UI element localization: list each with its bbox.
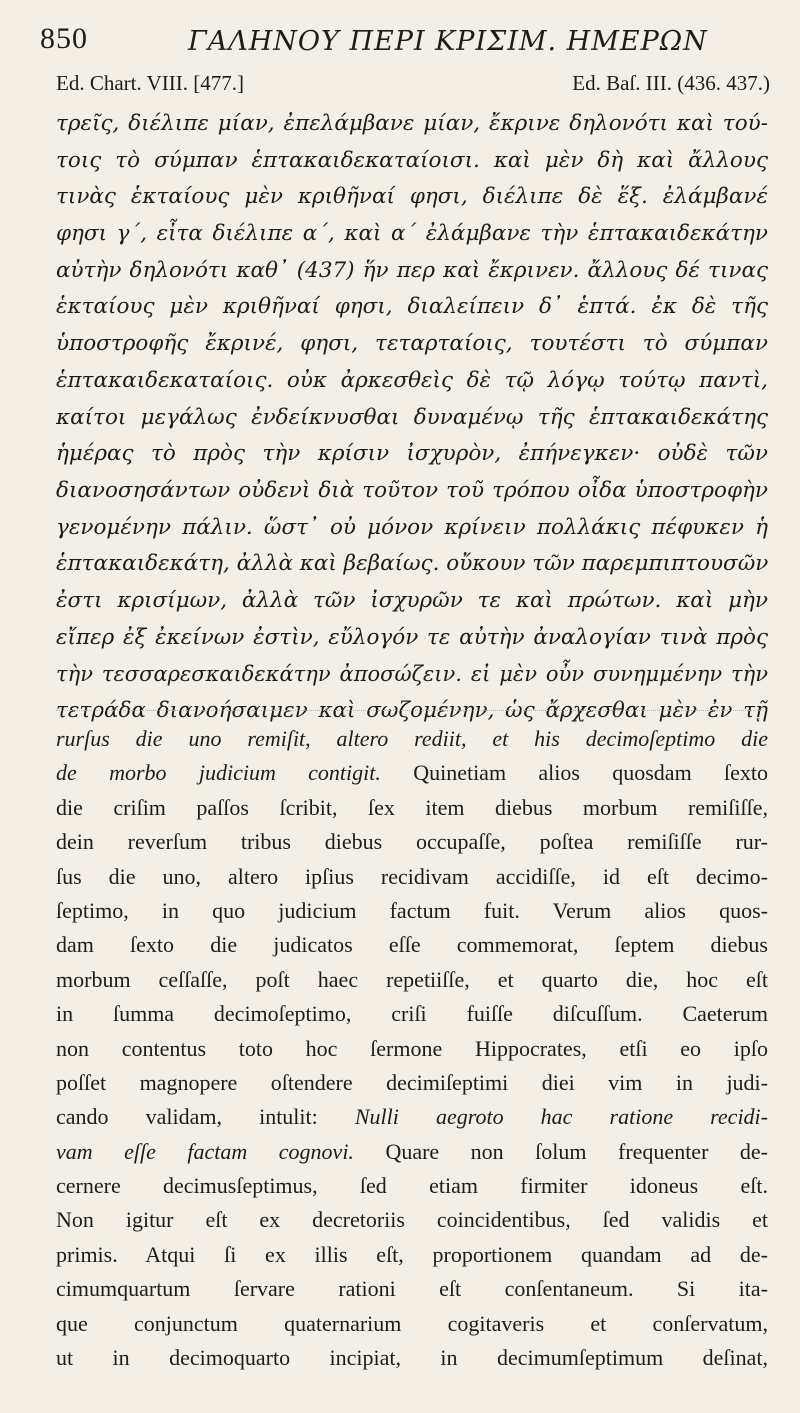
latin-text-block bbox=[56, 722, 768, 1375]
latin-text-line bbox=[56, 1135, 768, 1169]
latin-roman-segment: in ſumma decimoſeptimo, criſi fuiſſe diſcuſſum. Caeterum bbox=[56, 1001, 768, 1027]
column-divider bbox=[56, 710, 768, 712]
latin-roman-segment: ſeptimo, in quo judicium factum fuit. Verum alios quos- bbox=[56, 897, 768, 923]
latin-roman-segment: cimumquartum ſervare rationi eſt conſentaneum. Si ita- bbox=[56, 1276, 768, 1302]
latin-roman-segment: dein reverſum tribus diebus occupaſſe, poſtea remiſiſſe rur- bbox=[56, 829, 768, 855]
greek-text-block bbox=[56, 106, 768, 730]
latin-text-line bbox=[56, 722, 768, 756]
latin-text-line bbox=[56, 1032, 768, 1066]
greek-text-line: ἑπτακαιδεκάτη, ἀλλὰ καὶ βεβαίως. οὔκουν τῶν παρεμπιπτουσῶν bbox=[56, 551, 769, 577]
greek-text-line: ἐστι κρισίμων, ἀλλὰ τῶν ἰσχυρῶν τε καὶ πρώτων. καὶ μὴν bbox=[56, 587, 768, 613]
greek-text-line: τρεῖς, διέλιπε μίαν, ἐπελάμβανε μίαν, ἔκρινε δηλονότι καὶ τού- bbox=[56, 111, 768, 136]
greek-text-line: ἑκταίους μὲν κριθῆναί φησι, διαλείπειν δ᾿ ἑπτά. ἐκ δὲ τῆς bbox=[56, 294, 768, 320]
latin-roman-segment: cernere decimusſeptimus, ſed etiam firmiter idoneus eſt. bbox=[56, 1173, 768, 1199]
latin-italic-segment: de morbo judicium contigit. bbox=[56, 760, 381, 786]
greek-text-line: τοις τὸ σύμπαν ἑπτακαιδεκαταίοισι. καὶ μὲν δὴ καὶ ἄλλους bbox=[56, 147, 768, 173]
latin-roman-segment: cando validam, intulit: bbox=[56, 1104, 355, 1130]
latin-roman-segment: dam ſexto die judicatos eſſe commemorat, ſeptem diebus bbox=[56, 932, 768, 958]
latin-roman-segment: Quinetiam alios quosdam ſexto bbox=[380, 760, 768, 786]
latin-text-line bbox=[56, 825, 768, 859]
edition-reference-right: Ed. Baſ. III. (436. 437.) bbox=[572, 71, 770, 95]
latin-roman-segment: primis. Atqui ſi ex illis eſt, proportionem quandam ad de- bbox=[56, 1241, 768, 1267]
latin-text-line bbox=[56, 1100, 768, 1134]
latin-roman-segment: que conjunctum quaternarium cogitaveris et conſervatum, bbox=[56, 1310, 768, 1336]
latin-roman-segment: poſſet magnopere oſtendere decimiſeptimi diei vim in judi- bbox=[56, 1069, 768, 1095]
latin-text-line bbox=[56, 791, 768, 825]
latin-text-line bbox=[56, 1066, 768, 1100]
latin-roman-segment: die criſim paſſos ſcribit, ſex item diebus morbum remiſiſſe, bbox=[56, 794, 768, 820]
greek-text-line: ὑποστροφῆς ἔκρινέ, φησι, τεταρταίοις, τουτέστι τὸ σύμπαν bbox=[56, 331, 768, 357]
latin-text-line bbox=[56, 928, 768, 962]
latin-text-line bbox=[56, 756, 768, 790]
page-number: 850 bbox=[40, 22, 88, 55]
greek-text-line: διανοσησάντων οὐδενὶ διὰ τοῦτον τοῦ τρόπου οἶδα ὑποστροφὴν bbox=[56, 477, 768, 503]
latin-roman-segment: morbum ceſſaſſe, poſt haec repetiiſſe, et quarto die, hoc eſt bbox=[56, 966, 768, 992]
latin-roman-segment: ut in decimoquarto incipiat, in decimumſeptimum deſinat, bbox=[56, 1345, 768, 1371]
greek-text-line: εἴπερ ἐξ ἐκείνων ἐστὶν, εὔλογόν τε αὐτὴν ἀναλογίαν τινὰ πρὸς bbox=[56, 624, 768, 650]
latin-italic-segment: rurſus die uno remiſit, altero rediit, et his decimoſeptimo die bbox=[56, 726, 768, 751]
latin-text-line bbox=[56, 963, 768, 997]
latin-text-line bbox=[56, 1341, 768, 1375]
greek-text-line: γενομένην πάλιν. ὥστ᾿ οὐ μόνον κρίνειν πολλάκις πέφυκεν ἡ bbox=[56, 514, 768, 540]
greek-text-line: τὴν τεσσαρεσκαιδεκάτην ἀποσώζειν. εἰ μὲν οὖν συνημμένην τὴν bbox=[56, 662, 768, 687]
edition-reference-left: Ed. Chart. VIII. [477.] bbox=[56, 71, 244, 95]
latin-text-line bbox=[56, 860, 768, 894]
latin-roman-segment: Non igitur eſt ex decretoriis coincidentibus, ſed validis et bbox=[56, 1207, 768, 1233]
greek-text-line: καίτοι μεγάλως ἐνδείκνυσθαι δυναμένῳ τῆς ἑπτακαιδεκάτης bbox=[56, 404, 768, 430]
latin-roman-segment: non contentus toto hoc ſermone Hippocrates, etſi eo ipſo bbox=[56, 1035, 768, 1061]
latin-text-line bbox=[56, 1169, 768, 1203]
latin-roman-segment: Quare non ſolum frequenter de- bbox=[353, 1138, 768, 1164]
greek-text-line: φησι γ΄, εἶτα διέλιπε α΄, καὶ α΄ ἐλάμβανε τὴν ἑπτακαιδεκάτην bbox=[56, 221, 768, 247]
greek-text-line: ἡμέρας τὸ πρὸς τὴν κρίσιν ἰσχυρὸν, ἐπήνεγκεν· οὐδὲ τῶν bbox=[56, 441, 768, 467]
latin-italic-segment: Nulli aegroto hac ratione recidi- bbox=[354, 1104, 768, 1130]
greek-text-line: ἑπτακαιδεκαταίοις. οὐκ ἀρκεσθεὶς δὲ τῷ λόγῳ τούτῳ παντὶ, bbox=[56, 367, 768, 393]
latin-text-line bbox=[56, 1238, 768, 1272]
greek-text-line: αὐτὴν δηλονότι καθ᾿ (437) ἥν περ καὶ ἔκρινεν. ἄλλους δέ τινας bbox=[56, 257, 768, 283]
latin-italic-segment: vam eſſe factam cognovi. bbox=[56, 1138, 354, 1164]
latin-text-line bbox=[56, 1203, 768, 1237]
greek-text-line: τετράδα διανοήσαιμεν καὶ σωζομένην, ὡς ἄρχεσθαι μὲν ἐν τῇ bbox=[56, 698, 768, 723]
latin-text-line bbox=[56, 997, 768, 1031]
latin-roman-segment: ſus die uno, altero ipſius recidivam accidiſſe, id eſt decimo- bbox=[56, 863, 768, 889]
greek-text-line: τινὰς ἑκταίους μὲν κριθῆναί φησι, διέλιπε δὲ ἕξ. ἐλάμβανέ bbox=[56, 184, 768, 210]
latin-text-line bbox=[56, 1272, 768, 1306]
latin-text-line bbox=[56, 1307, 768, 1341]
running-title: ΓΑΛΗΝΟΥ ΠΕΡΙ ΚΡΙΣΙΜ. ΗΜΕΡΩΝ bbox=[188, 26, 708, 57]
latin-text-line bbox=[56, 894, 768, 928]
